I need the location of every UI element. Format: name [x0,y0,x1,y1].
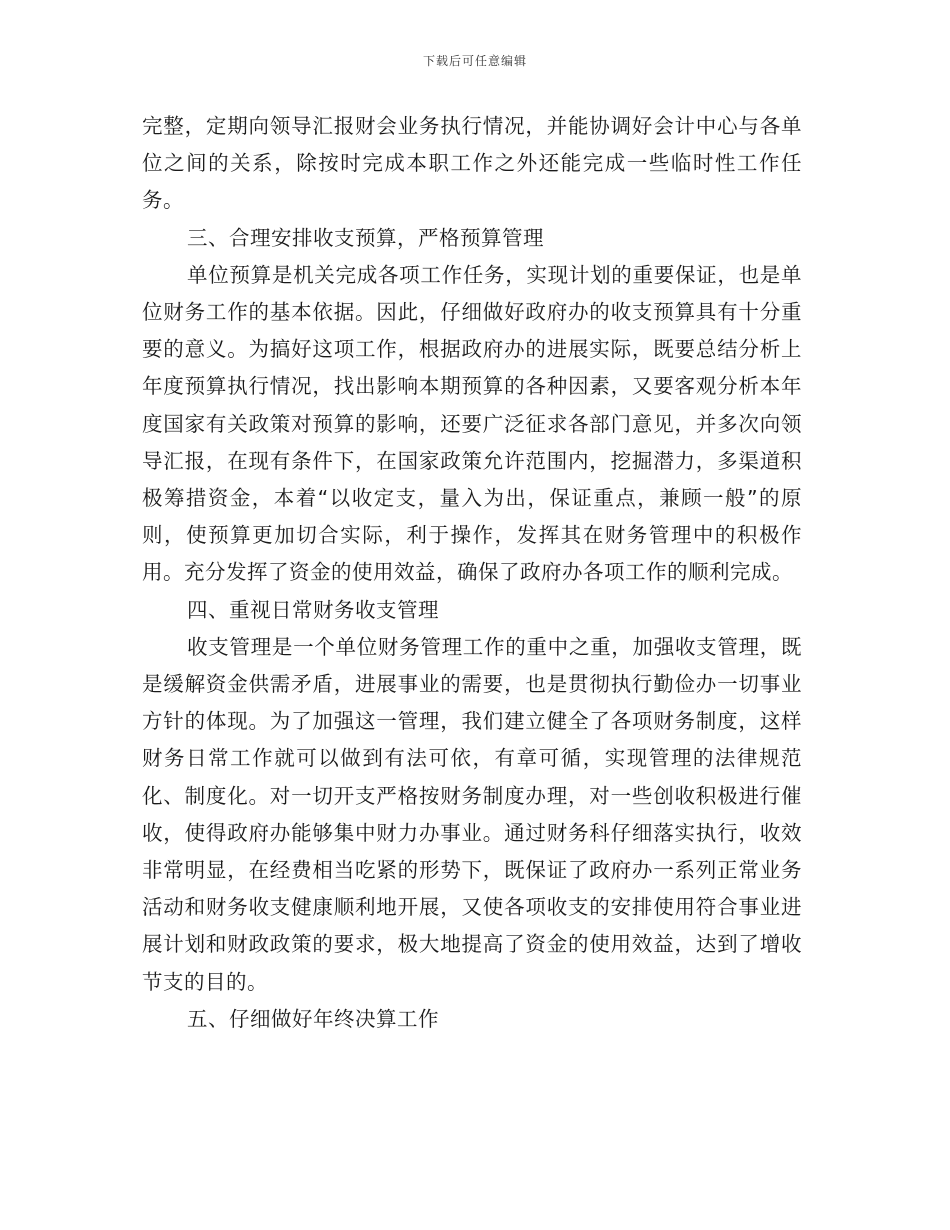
document-body [142,108,802,1038]
section-heading-5: 五、仔细做好年终决算工作 [187,1006,439,1031]
section-heading-4: 四、重视日常财务收支管理 [187,597,439,622]
paragraph-budget: 单位预算是机关完成各项工作任务，实现计划的重要保证，也是单位财务工作的基本依据。因此，仔细做好政府办的收支预算具有十分重要的意义。为搞好这项工作，根据政府办的进展实际，既要总结分析上年度预算执行情况，找出影响本期预算的各种因素，又要客观分析本年度国家有关政策对预算的影响，还要广泛征求各部门意见，并多次向领导汇报，在现有条件下，在国家政策允许范围内，挖掘潜力，多渠道积极筹措资金，本着“以收定支，量入为出，保证重点，兼顾一般”的原则，使预算更加切合实际，利于操作，发挥其在财务管理中的积极作用。充分发挥了资金的使用效益，确保了政府办各项工作的顺利完成。 [142,262,802,585]
paragraph-continuation: 完整，定期向领导汇报财会业务执行情况，并能协调好会计中心与各单位之间的关系，除按时完成本职工作之外还能完成一些临时性工作任务。 [142,114,802,213]
section-heading-3: 三、合理安排收支预算，严格预算管理 [187,225,544,250]
page-header: 下载后可任意编辑 [422,54,527,68]
paragraph-revenue-expenditure: 收支管理是一个单位财务管理工作的重中之重，加强收支管理，既是缓解资金供需矛盾，进展事业的需要，也是贯彻执行勤俭办一切事业方针的体现。为了加强这一管理，我们建立健全了各项财务制度，这样财务日常工作就可以做到有法可依，有章可循，实现管理的法律规范化、制度化。对一切开支严格按财务制度办理，对一些创收积极进行催收，使得政府办能够集中财力办事业。通过财务科仔细落实执行，收效非常明显，在经费相当吃紧的形势下，既保证了政府办一系列正常业务活动和财务收支健康顺利地开展，又使各项收支的安排使用符合事业进展计划和财政政策的要求，极大地提高了资金的使用效益，达到了增收节支的目的。 [142,634,802,994]
